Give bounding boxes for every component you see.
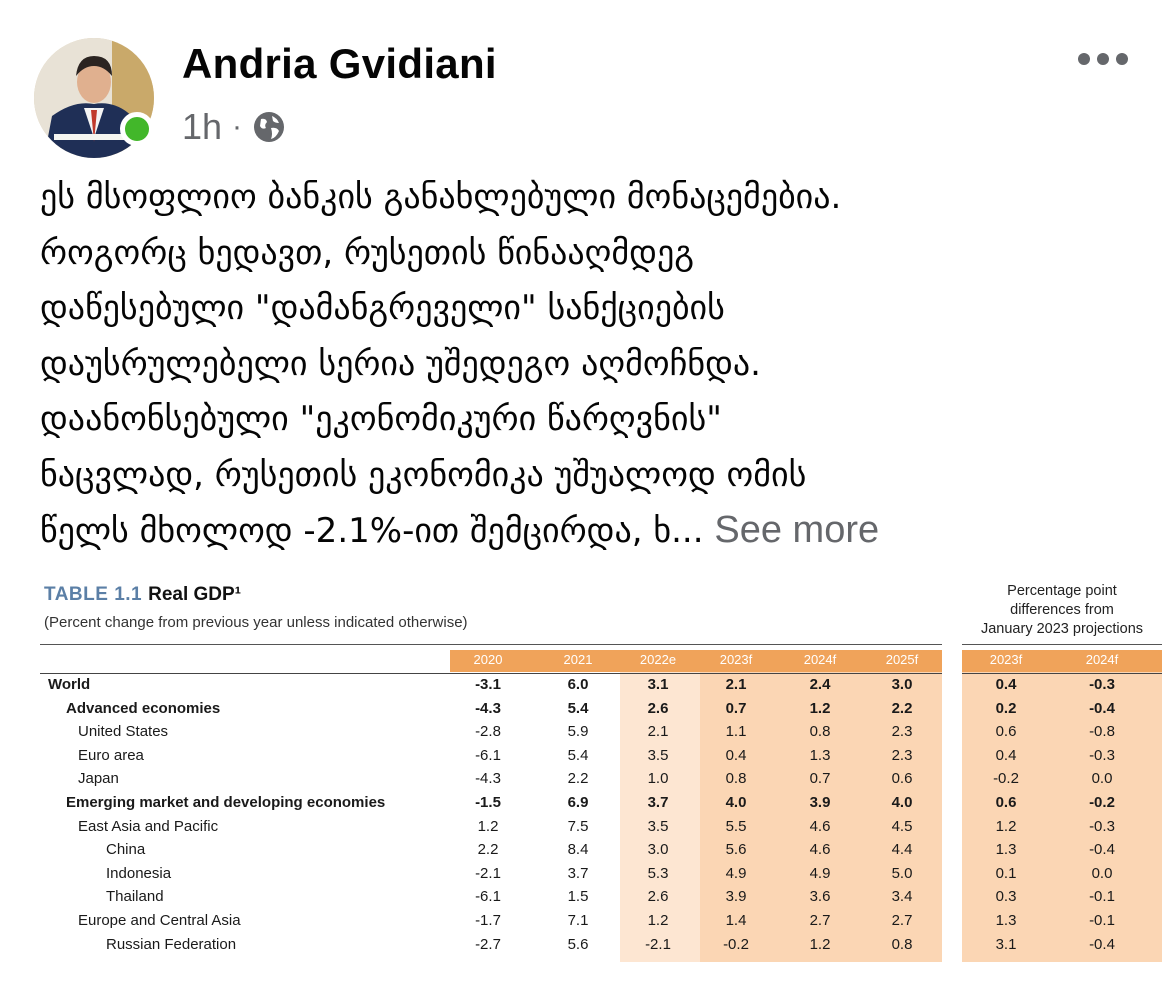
pp-cell: 0.2 bbox=[995, 699, 1017, 717]
table-cell: 5.9 bbox=[567, 723, 589, 741]
post-body bbox=[40, 170, 1140, 560]
meta-separator: · bbox=[232, 110, 243, 143]
table-cell: 3.7 bbox=[567, 864, 589, 882]
pp-cell: 0.0 bbox=[1091, 770, 1113, 788]
table-cell: 7.1 bbox=[567, 912, 589, 929]
post-text-last-line bbox=[40, 503, 1140, 560]
pp-cell: 0.6 bbox=[995, 723, 1017, 741]
post-text-line: დაწესებული "დამანგრეველი" სანქციების bbox=[40, 288, 725, 328]
table-cell: -1.5 bbox=[475, 794, 501, 811]
post-text-line: დაუსრულებელი სერია უშედეგო აღმოჩნდა. bbox=[40, 343, 761, 384]
pp-cell: -0.1 bbox=[1089, 888, 1115, 906]
table-cell: -2.7 bbox=[475, 935, 501, 953]
column-header: 2024f bbox=[803, 652, 837, 667]
row-label: World bbox=[48, 676, 91, 693]
table-row bbox=[0, 698, 1170, 722]
table-cell: 1.2 bbox=[809, 935, 831, 953]
pp-cell: 1.2 bbox=[995, 817, 1017, 835]
table-cell: 2.2 bbox=[477, 841, 499, 859]
pp-note bbox=[962, 582, 1162, 639]
pp-note-line: Percentage point bbox=[1007, 583, 1117, 599]
table-cell: -2.1 bbox=[645, 935, 671, 953]
table-cell: 2.6 bbox=[647, 888, 669, 906]
table-cell: 7.5 bbox=[567, 817, 589, 835]
table-cell: -1.7 bbox=[475, 912, 501, 929]
divider bbox=[40, 644, 942, 645]
table-cell: 5.6 bbox=[567, 935, 589, 953]
table-cell: 4.5 bbox=[891, 817, 913, 835]
table-cell: 2.7 bbox=[891, 912, 913, 929]
table-cell: 2.3 bbox=[891, 746, 913, 764]
row-label: Indonesia bbox=[106, 864, 172, 882]
table-row bbox=[0, 886, 1170, 910]
table-cell: 0.8 bbox=[891, 935, 913, 953]
table-cell: -4.3 bbox=[475, 699, 501, 717]
pp-cell: 0.4 bbox=[995, 746, 1017, 764]
post-image-table[interactable] bbox=[0, 574, 1170, 962]
table-row bbox=[0, 839, 1170, 863]
see-more-link[interactable]: See more bbox=[714, 509, 880, 551]
table-cell: 3.9 bbox=[809, 794, 831, 811]
table-cell: 2.1 bbox=[725, 676, 747, 693]
divider bbox=[962, 644, 1162, 645]
row-label: United States bbox=[78, 723, 169, 741]
pp-cell: -0.3 bbox=[1089, 676, 1115, 693]
table-cell: 3.9 bbox=[725, 888, 747, 906]
pp-cell: -0.4 bbox=[1089, 935, 1115, 953]
table-cell: 5.5 bbox=[725, 817, 747, 835]
table-cell: 0.4 bbox=[725, 746, 747, 764]
row-label: East Asia and Pacific bbox=[78, 817, 219, 835]
table-name: Real GDP¹ bbox=[148, 584, 242, 605]
post-header bbox=[0, 0, 1170, 160]
table-cell: 1.3 bbox=[809, 746, 831, 764]
table-cell: -2.1 bbox=[475, 864, 501, 882]
table-cell: 0.8 bbox=[809, 723, 831, 741]
table-cell: 5.3 bbox=[647, 864, 669, 882]
table-cell: 2.7 bbox=[809, 912, 831, 929]
post-text-line: დაანონსებული "ეკონომიკური წარღვნის" bbox=[40, 399, 722, 439]
pp-cell: 1.3 bbox=[995, 912, 1017, 929]
table-row bbox=[0, 745, 1170, 769]
column-header: 2022e bbox=[639, 652, 677, 667]
table-cell: 1.0 bbox=[647, 770, 669, 788]
pp-cell: -0.8 bbox=[1089, 723, 1115, 741]
table-cell: 4.9 bbox=[809, 864, 831, 882]
pp-cell: -0.3 bbox=[1089, 746, 1115, 764]
row-label: Emerging market and developing economies bbox=[66, 794, 386, 811]
table-cell: 2.1 bbox=[647, 723, 669, 741]
row-label: Advanced economies bbox=[66, 699, 221, 717]
table-cell: 1.1 bbox=[725, 723, 747, 741]
table-cell: 0.6 bbox=[891, 770, 913, 788]
pp-note-line: differences from bbox=[1010, 602, 1114, 618]
pp-cell: -0.2 bbox=[993, 770, 1019, 788]
table-row bbox=[0, 721, 1170, 745]
table-cell: 4.6 bbox=[809, 841, 831, 859]
table-cell: 2.4 bbox=[809, 676, 831, 693]
table-cell: 0.7 bbox=[809, 770, 831, 788]
pp-cell: 0.0 bbox=[1091, 864, 1113, 882]
table-cell: 1.2 bbox=[477, 817, 499, 835]
pp-cell: 0.1 bbox=[995, 864, 1017, 882]
online-status-icon bbox=[120, 112, 154, 146]
table-cell: 0.8 bbox=[725, 770, 747, 788]
table-cell: 1.2 bbox=[647, 912, 669, 929]
pp-cell: -0.4 bbox=[1089, 841, 1115, 859]
table-cell: 6.0 bbox=[567, 676, 589, 693]
table-cell: 2.6 bbox=[647, 699, 669, 717]
table-cell: 5.0 bbox=[891, 864, 913, 882]
post-text-truncated: წელს მხოლოდ -2.1%-ით შემცირდა, ხ... bbox=[40, 511, 704, 551]
table-row bbox=[0, 863, 1170, 887]
post-text-line: ნაცვლად, რუსეთის ეკონომიკა უშუალოდ ომის bbox=[40, 454, 807, 495]
pp-cell: -0.4 bbox=[1089, 699, 1115, 717]
table-subtitle: (Percent change from previous year unless indicated otherwise) bbox=[44, 614, 468, 631]
table-cell: 4.6 bbox=[809, 817, 831, 835]
table-row bbox=[0, 934, 1170, 958]
post-time[interactable]: 1h bbox=[182, 106, 223, 147]
table-cell: 3.0 bbox=[647, 841, 669, 859]
row-label: China bbox=[106, 841, 146, 859]
table-cell: 4.4 bbox=[891, 841, 913, 859]
pp-cell: -0.1 bbox=[1089, 912, 1115, 929]
row-label: Euro area bbox=[78, 746, 144, 764]
table-cell: -3.1 bbox=[475, 676, 501, 693]
table-label: TABLE 1.1 bbox=[44, 584, 143, 605]
post-footer-space bbox=[0, 962, 1170, 993]
pp-note-line: January 2023 projections bbox=[980, 621, 1144, 637]
table-cell: 4.0 bbox=[725, 794, 747, 811]
table-cell: 6.9 bbox=[567, 794, 589, 811]
row-label: Thailand bbox=[106, 888, 164, 906]
pp-cell: 0.6 bbox=[995, 794, 1017, 811]
row-label: Japan bbox=[78, 770, 119, 788]
table-cell: 5.4 bbox=[567, 746, 589, 764]
table-cell: 3.1 bbox=[647, 676, 669, 693]
table-cell: 1.4 bbox=[725, 912, 747, 929]
table-cell: -4.3 bbox=[475, 770, 501, 788]
pp-column-header: 2023f bbox=[989, 652, 1023, 667]
table-cell: 8.4 bbox=[567, 841, 589, 859]
column-header: 2023f bbox=[719, 652, 753, 667]
post-meta bbox=[182, 106, 286, 148]
table-cell: 5.6 bbox=[725, 841, 747, 859]
table-cell: 3.4 bbox=[891, 888, 913, 906]
pp-cell: 1.3 bbox=[995, 841, 1017, 859]
table-cell: 3.5 bbox=[647, 817, 669, 835]
column-header: 2021 bbox=[563, 652, 593, 667]
post-text-line: როგორც ხედავთ, რუსეთის წინააღმდეგ bbox=[40, 232, 695, 273]
row-label: Europe and Central Asia bbox=[78, 912, 241, 929]
table-cell: 2.3 bbox=[891, 723, 913, 741]
globe-icon[interactable] bbox=[252, 110, 286, 144]
pp-column-header: 2024f bbox=[1085, 652, 1119, 667]
table-row bbox=[0, 910, 1170, 934]
table-cell: -0.2 bbox=[723, 935, 749, 953]
column-header: 2020 bbox=[473, 652, 503, 667]
author-name[interactable]: Andria Gvidiani bbox=[182, 40, 497, 87]
table-row bbox=[0, 792, 1170, 816]
column-header: 2025f bbox=[885, 652, 919, 667]
table-cell: 2.2 bbox=[891, 699, 913, 717]
table-title bbox=[44, 584, 241, 606]
table-row bbox=[0, 768, 1170, 792]
table-cell: 1.5 bbox=[567, 888, 589, 906]
pp-cell: 3.1 bbox=[995, 935, 1017, 953]
table-cell: -6.1 bbox=[475, 746, 501, 764]
row-label: Russian Federation bbox=[106, 935, 237, 953]
pp-cell: -0.3 bbox=[1089, 817, 1115, 835]
table-cell: 3.6 bbox=[809, 888, 831, 906]
table-cell: 3.7 bbox=[647, 794, 669, 811]
pp-cell: -0.2 bbox=[1089, 794, 1115, 811]
table-cell: 4.0 bbox=[891, 794, 913, 811]
table-cell: 0.7 bbox=[725, 699, 747, 717]
table-cell: 2.2 bbox=[567, 770, 589, 788]
table-cell: 5.4 bbox=[567, 699, 589, 717]
table-cell: -6.1 bbox=[475, 888, 501, 906]
table-row bbox=[0, 816, 1170, 840]
table-cell: 3.5 bbox=[647, 746, 669, 764]
pp-cell: 0.3 bbox=[995, 888, 1017, 906]
table-cell: 1.2 bbox=[809, 699, 831, 717]
table-cell: 4.9 bbox=[725, 864, 747, 882]
more-options-icon[interactable] bbox=[1078, 44, 1134, 74]
post-text-line: ეს მსოფლიო ბანკის განახლებული მონაცემებია. bbox=[40, 177, 842, 217]
table-cell: 3.0 bbox=[891, 676, 913, 693]
pp-cell: 0.4 bbox=[995, 676, 1017, 693]
table-cell: -2.8 bbox=[475, 723, 501, 741]
table-row bbox=[0, 674, 1170, 698]
